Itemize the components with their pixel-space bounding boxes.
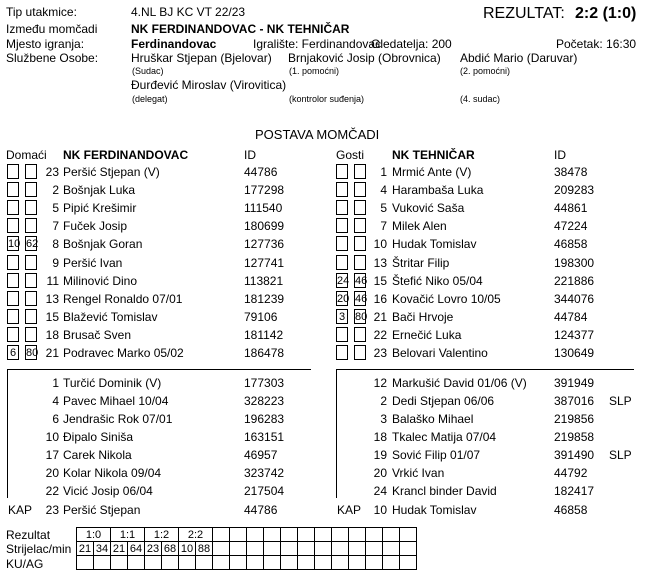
player-name: Bošnjak Goran <box>63 237 143 252</box>
player-id: 387016 <box>554 394 595 408</box>
player-id: 391490 <box>554 448 595 462</box>
sub-minute-box: 80 <box>355 310 368 323</box>
player-id: 79106 <box>244 309 278 324</box>
pocetak: Početak: 16:30 <box>556 37 637 51</box>
scorer-cell: 23 <box>145 542 162 556</box>
empty-cell <box>400 556 417 570</box>
empty-cell <box>264 542 281 556</box>
player-number: 6 <box>52 412 59 426</box>
empty-cell <box>230 556 247 570</box>
player-name: Dedi Stjepan 06/06 <box>392 394 495 408</box>
player-number: 1 <box>52 376 59 390</box>
away-kap-label: KAP <box>337 503 362 517</box>
sub-minute-box <box>354 255 366 270</box>
rezultat-value: 2:2 (1:0) <box>575 5 637 22</box>
player-number: 18 <box>45 327 59 342</box>
empty-cell <box>349 556 366 570</box>
player-name: Pipić Krešimir <box>63 201 137 216</box>
away-team-name: NK TEHNIČAR <box>392 148 475 162</box>
scorer-cell: 34 <box>94 542 111 556</box>
footer-kuag-label: KU/AG <box>6 557 44 571</box>
player-name: Carek Nikola <box>63 448 132 462</box>
sub-minute-box <box>25 200 37 215</box>
divider <box>7 369 8 498</box>
sub-minute-box <box>336 327 348 342</box>
player-number: 16 <box>373 291 387 306</box>
player-number: 22 <box>373 327 387 342</box>
empty-cell <box>247 556 264 570</box>
empty-cell <box>247 542 264 556</box>
player-name: Milek Alen <box>392 219 447 234</box>
empty-cell <box>349 528 366 542</box>
player-number: 4 <box>52 394 59 408</box>
sub-minute-box <box>25 327 37 342</box>
official-name: Đurđević Miroslav (Virovitica) <box>131 78 287 92</box>
player-name: Harambaša Luka <box>392 183 484 198</box>
sub-minute-box <box>7 273 19 288</box>
empty-cell <box>230 528 247 542</box>
player-id: 186478 <box>244 346 285 360</box>
sub-minute-box <box>336 218 348 233</box>
tip-label: Tip utakmice: <box>6 5 77 19</box>
away-id-header: ID <box>554 148 566 162</box>
score-cell: 2:2 <box>179 528 213 542</box>
sub-minute-box <box>25 218 37 233</box>
postava-title: POSTAVA MOMČADI <box>255 127 380 142</box>
sub-minute-box <box>336 255 348 270</box>
official-name: Hruškar Stjepan (Bjelovar) <box>131 51 272 65</box>
sub-minute-box <box>25 273 37 288</box>
player-id: 196283 <box>244 412 285 426</box>
player-id: 163151 <box>244 430 285 444</box>
empty-cell <box>264 528 281 542</box>
player-id: 46858 <box>554 237 588 252</box>
sub-minute-box <box>336 236 348 251</box>
player-id: 44861 <box>554 201 588 216</box>
official-role: (delegat) <box>132 94 168 104</box>
player-id: 221886 <box>554 273 595 288</box>
empty-cell <box>332 556 349 570</box>
player-number: 3 <box>380 412 387 426</box>
rezultat-label: REZULTAT: <box>483 5 565 22</box>
player-id: 44784 <box>554 309 588 324</box>
player-id: 177303 <box>244 376 285 390</box>
player-id: 344076 <box>554 291 595 306</box>
sub-minute-box <box>25 309 37 324</box>
sub-minute-box <box>336 164 348 179</box>
player-number: 5 <box>380 201 387 216</box>
score-cell: 1:0 <box>77 528 111 542</box>
player-name: Milinović Dino <box>63 273 138 288</box>
player-id: 177298 <box>244 183 285 198</box>
player-number: 15 <box>373 273 387 288</box>
player-name: Turčić Dominik (V) <box>63 376 162 390</box>
empty-cell <box>298 542 315 556</box>
empty-cell <box>145 556 162 570</box>
player-id: 180699 <box>244 219 285 234</box>
empty-cell <box>383 528 400 542</box>
player-name: Bošnjak Luka <box>63 183 136 198</box>
mjesto-value: Ferdinandovac <box>131 37 217 51</box>
empty-cell <box>230 542 247 556</box>
sub-minute-box <box>354 236 366 251</box>
official-name: Abdić Mario (Daruvar) <box>460 51 578 65</box>
sub-minute-box <box>7 309 19 324</box>
empty-cell <box>128 556 145 570</box>
home-kap-number: 23 <box>45 503 59 517</box>
empty-cell <box>162 556 179 570</box>
sub-minute-box <box>7 255 19 270</box>
player-number: 24 <box>373 484 387 498</box>
player-number: 12 <box>373 376 387 390</box>
empty-cell <box>281 556 298 570</box>
player-id: 182417 <box>554 484 595 498</box>
away-kap-id: 46858 <box>554 503 588 517</box>
sub-minute-box: 6 <box>7 345 19 360</box>
empty-cell <box>298 556 315 570</box>
empty-cell <box>315 542 332 556</box>
sub-minute-box <box>354 345 366 360</box>
scorer-cell: 68 <box>162 542 179 556</box>
sub-minute-box <box>25 182 37 197</box>
sub-minute-box <box>7 200 19 215</box>
player-name: Štritar Filip <box>392 255 450 270</box>
player-name: Peršić Stjepan (V) <box>63 165 160 179</box>
scorer-cell: 88 <box>196 542 213 556</box>
player-number: 7 <box>380 219 387 234</box>
home-side-label: Domaći <box>6 148 47 162</box>
player-note: SLP <box>609 394 632 408</box>
player-number: 2 <box>52 183 59 198</box>
player-id: 113821 <box>244 273 284 288</box>
player-number: 22 <box>45 484 59 498</box>
player-number: 23 <box>373 346 387 360</box>
empty-cell <box>400 528 417 542</box>
score-table <box>76 527 417 570</box>
player-number: 18 <box>373 430 387 444</box>
player-number: 13 <box>373 255 387 270</box>
player-id: 127741 <box>244 255 285 270</box>
player-name: Markušić David 01/06 (V) <box>392 376 527 390</box>
away-side-label: Gosti <box>336 148 365 162</box>
player-number: 19 <box>373 448 387 462</box>
empty-cell <box>213 556 230 570</box>
sub-minute-box <box>25 164 37 179</box>
footer-rezultat-label: Rezultat <box>6 528 51 542</box>
divider <box>336 369 634 370</box>
match-title: NK FERDINANDOVAC - NK TEHNIČAR <box>131 22 350 36</box>
empty-cell <box>366 528 383 542</box>
player-id: 181142 <box>244 327 284 342</box>
official-role: (1. pomoćni) <box>289 66 340 76</box>
player-number: 5 <box>52 201 59 216</box>
player-name: Peršić Ivan <box>63 255 123 270</box>
empty-cell <box>315 556 332 570</box>
mjesto-label: Mjesto igranja: <box>6 37 85 51</box>
sub-minute-box: 20 <box>337 292 350 305</box>
official-role: (4. sudac) <box>460 94 501 104</box>
sub-minute-box <box>7 291 19 306</box>
player-number: 2 <box>380 394 387 408</box>
empty-cell <box>77 556 94 570</box>
player-number: 17 <box>45 448 59 462</box>
scorer-row <box>77 542 417 556</box>
sub-minute-box <box>336 182 348 197</box>
sub-minute-box: 24 <box>337 274 350 287</box>
player-name: Fuček Josip <box>63 219 128 234</box>
player-id: 198300 <box>554 255 595 270</box>
player-number: 23 <box>45 165 59 179</box>
player-name: Kovačić Lovro 10/05 <box>392 291 501 306</box>
player-number: 7 <box>52 219 59 234</box>
sub-minute-box <box>7 182 19 197</box>
player-name: Sović Filip 01/07 <box>392 448 481 462</box>
empty-cell <box>196 556 213 570</box>
player-number: 20 <box>373 466 387 480</box>
empty-cell <box>332 542 349 556</box>
official-role: (kontrolor suđenja) <box>289 94 365 104</box>
sub-minute-box <box>25 291 37 306</box>
player-name: Mrmić Ante (V) <box>392 165 472 179</box>
player-name: Belovari Valentino <box>392 346 488 360</box>
player-name: Jendrašic Rok 07/01 <box>63 412 173 426</box>
player-name: Balaško Mihael <box>392 412 474 426</box>
player-name: Ernečić Luka <box>392 327 462 342</box>
sub-minute-box <box>336 345 348 360</box>
player-id: 38478 <box>554 165 588 179</box>
empty-cell <box>366 542 383 556</box>
player-id: 44786 <box>244 165 278 179</box>
sub-minute-box <box>354 327 366 342</box>
empty-cell <box>383 556 400 570</box>
sub-minute-box <box>354 182 366 197</box>
score-cell: 1:2 <box>145 528 179 542</box>
player-number: 21 <box>373 309 387 324</box>
empty-cell <box>264 556 281 570</box>
home-team-name: NK FERDINANDOVAC <box>63 148 189 162</box>
empty-cell <box>111 556 128 570</box>
player-name: Rengel Ronaldo 07/01 <box>63 291 183 306</box>
player-id: 209283 <box>554 183 595 198</box>
kuag-row <box>77 556 417 570</box>
player-number: 21 <box>45 346 59 360</box>
sub-minute-box: 80 <box>26 347 39 359</box>
sluzbene-label: Službene Osobe: <box>6 51 99 65</box>
player-name: Pavec Mihael 10/04 <box>63 394 169 408</box>
empty-cell <box>247 528 264 542</box>
player-name: Kolar Nikola 09/04 <box>63 466 162 480</box>
player-id: 47224 <box>554 219 588 234</box>
official-role: (Sudac) <box>132 66 164 76</box>
player-id: 124377 <box>554 327 595 342</box>
empty-cell <box>332 528 349 542</box>
player-note: SLP <box>609 448 632 462</box>
player-id: 46957 <box>244 448 278 462</box>
away-kap-number: 10 <box>373 503 387 517</box>
player-number: 13 <box>45 291 59 306</box>
scorer-cell: 21 <box>111 542 128 556</box>
player-name: Hudak Tomislav <box>392 237 477 252</box>
player-name: Bači Hrvoje <box>392 309 454 324</box>
sub-minute-box <box>354 200 366 215</box>
player-number: 1 <box>380 165 387 179</box>
empty-cell <box>400 542 417 556</box>
empty-cell <box>94 556 111 570</box>
empty-cell <box>349 542 366 556</box>
sub-minute-box: 3 <box>336 309 348 324</box>
izmedu-label: Između momčadi <box>6 22 98 36</box>
home-kap-id: 44786 <box>244 503 278 517</box>
scorer-cell: 64 <box>128 542 145 556</box>
player-id: 181239 <box>244 291 285 306</box>
sub-minute-box: 62 <box>26 238 39 251</box>
sub-minute-box <box>336 200 348 215</box>
tip-value: 4.NL BJ KC VT 22/23 <box>131 5 246 19</box>
divider <box>336 369 337 498</box>
away-kap-name: Hudak Tomislav <box>392 503 477 517</box>
player-name: Brusač Sven <box>63 327 132 342</box>
sub-minute-box <box>7 218 19 233</box>
player-number: 10 <box>45 430 59 444</box>
footer-strijelac-label: Strijelac/min <box>6 542 72 556</box>
player-name: Blažević Tomislav <box>63 309 158 324</box>
sub-minute-box <box>7 327 19 342</box>
empty-cell <box>281 528 298 542</box>
player-name: Štefić Niko 05/04 <box>392 273 483 288</box>
sub-minute-box <box>354 218 366 233</box>
sub-minute-box <box>25 255 37 270</box>
igraliste: Igralište: Ferdinandovac <box>253 37 382 51</box>
empty-cell <box>213 542 230 556</box>
sub-minute-box: 46 <box>355 274 368 287</box>
scorer-cell: 21 <box>77 542 94 556</box>
player-id: 219858 <box>554 430 595 444</box>
empty-cell <box>315 528 332 542</box>
gledatelja: Gledatelja: 200 <box>371 37 452 51</box>
player-id: 391949 <box>554 376 595 390</box>
player-id: 130649 <box>554 346 595 360</box>
player-id: 219856 <box>554 412 595 426</box>
empty-cell <box>213 528 230 542</box>
player-id: 127736 <box>244 237 285 252</box>
sub-minute-box: 46 <box>355 292 368 305</box>
home-kap-name: Peršić Stjepan <box>63 503 141 517</box>
player-number: 9 <box>52 255 59 270</box>
empty-cell <box>383 542 400 556</box>
player-number: 8 <box>52 237 59 252</box>
player-id: 217504 <box>244 484 285 498</box>
player-name: Vicić Josip 06/04 <box>63 484 153 498</box>
empty-cell <box>366 556 383 570</box>
player-number: 10 <box>373 237 387 252</box>
player-number: 15 <box>45 309 59 324</box>
empty-cell <box>298 528 315 542</box>
player-id: 328223 <box>244 394 285 408</box>
divider <box>7 369 311 370</box>
player-id: 323742 <box>244 466 285 480</box>
home-kap-label: KAP <box>8 503 33 517</box>
empty-cell <box>179 556 196 570</box>
player-id: 111540 <box>244 201 283 216</box>
sub-minute-box <box>354 164 366 179</box>
sub-minute-box <box>7 164 19 179</box>
score-cell: 1:1 <box>111 528 145 542</box>
player-name: Podravec Marko 05/02 <box>63 346 184 360</box>
scorer-cell: 10 <box>179 542 196 556</box>
player-number: 4 <box>380 183 387 198</box>
player-name: Vrkić Ivan <box>392 466 445 480</box>
player-name: Vuković Saša <box>392 201 465 216</box>
player-name: Krancl binder David <box>392 484 497 498</box>
sub-minute-box: 10 <box>8 238 21 251</box>
official-role: (2. pomoćni) <box>460 66 511 76</box>
official-name: Brnjaković Josip (Obrovnica) <box>288 51 441 65</box>
home-id-header: ID <box>244 148 256 162</box>
player-number: 20 <box>45 466 59 480</box>
empty-cell <box>281 542 298 556</box>
player-name: Đipalo Siniša <box>63 430 134 444</box>
player-name: Tkalec Matija 07/04 <box>392 430 497 444</box>
score-row <box>77 528 417 542</box>
player-number: 11 <box>46 273 59 288</box>
player-id: 44792 <box>554 466 588 480</box>
